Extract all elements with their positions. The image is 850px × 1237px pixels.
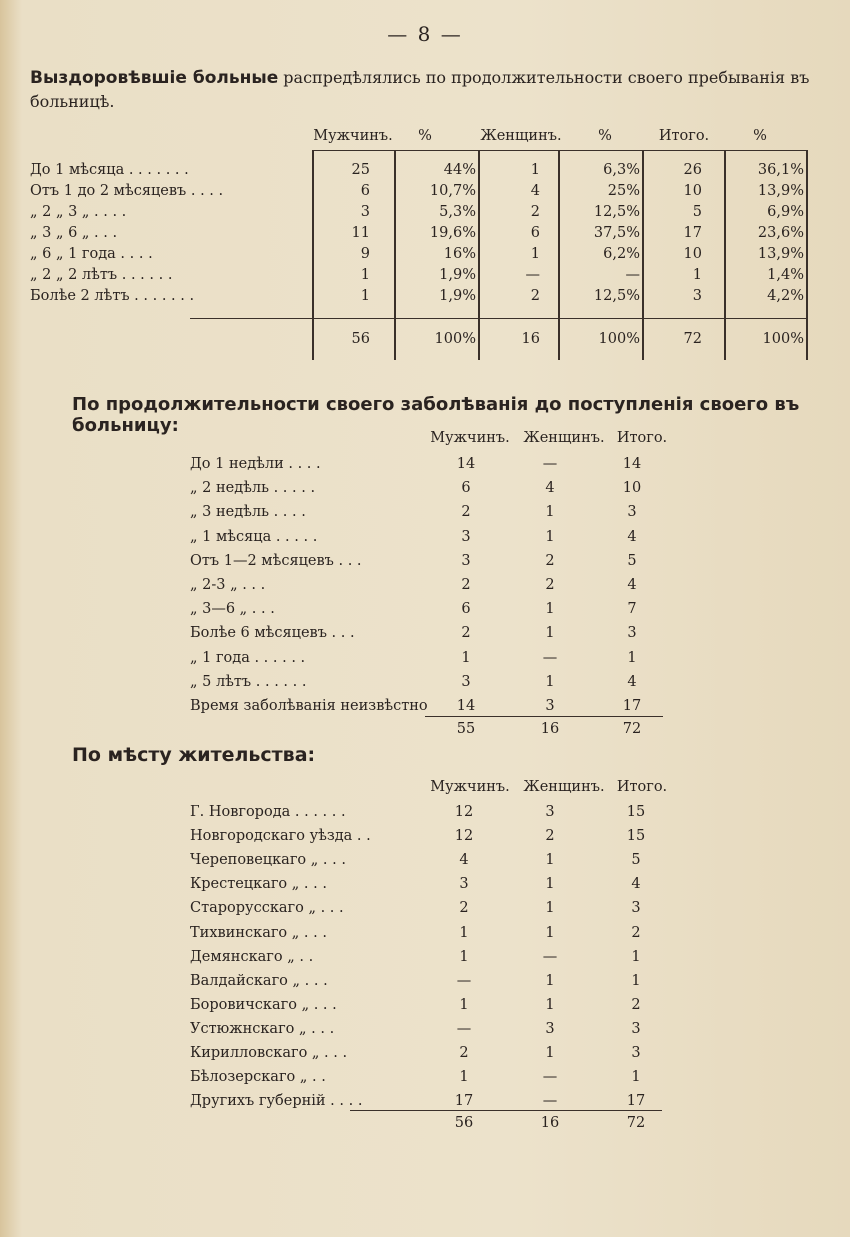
section2-total: 16 [540,721,560,737]
table1-cell: — [525,267,540,283]
table1-header: Итого. [658,128,710,144]
section2-cell: 14 [456,456,476,472]
section3-cell: 4 [459,852,469,868]
section3-cell: 1 [631,973,641,989]
section3-row-label: Тихвинскаго „ . . . [190,925,327,941]
table1-cell: 25 [351,162,370,178]
section3-header: Итого. [616,779,668,795]
table1-cell: 5,3% [439,204,476,220]
table1-row-label: „ 6 „ 1 года . . . . [30,246,153,262]
section2-cell: 1 [545,625,555,641]
table1-cell: 1,4% [767,267,804,283]
section3-row-label: Другихъ губерній . . . . [190,1093,363,1109]
section3-cell: 1 [545,876,555,892]
section3-row-label: Устюжнскаго „ . . . [190,1021,335,1037]
table1-cell: 4,2% [767,288,804,304]
table1-cell: 1 [360,267,370,283]
table1-cell: 1 [530,162,540,178]
section2-cell: 6 [461,480,471,496]
table1-cell: 1,9% [439,267,476,283]
section3-cell: 1 [631,1069,641,1085]
section3-cell: 15 [626,804,646,820]
table1-cell: 13,9% [757,183,804,199]
section2-cell: 1 [461,650,471,666]
section3-cell: 17 [454,1093,474,1109]
section3-cell: 1 [459,949,469,965]
table1-row-label: Болѣе 2 лѣтъ . . . . . . . [30,288,195,304]
section3-cell: 2 [459,900,469,916]
section3-cell: 1 [545,852,555,868]
section2-cell: 14 [622,456,642,472]
section3-cell: 1 [545,900,555,916]
table1-cell: 6,3% [603,162,640,178]
section2-row-label: „ 5 лѣтъ . . . . . . [190,674,307,690]
section2-total: 55 [456,721,476,737]
section-residence-title: По мѣсту жительства: [72,744,316,766]
table1-cell: 12,5% [593,288,640,304]
section3-cell: 3 [631,1021,641,1037]
table1-cell: 1 [530,246,540,262]
section2-cell: 3 [461,553,471,569]
table1-column-rule [558,150,560,360]
table1-cell: 1 [360,288,370,304]
table1-cell: 10,7% [429,183,476,199]
section3-row-label: Череповецкаго „ . . . [190,852,346,868]
section3-cell: — [456,973,472,989]
section2-cell: 3 [545,698,555,714]
section-illness-duration-title: По продолжительности своего заболѣванія до поступленія своего въ больницу: [72,394,800,436]
section2-row-label: „ 2-3 „ . . . [190,577,266,593]
section3-cell: 5 [631,852,641,868]
section2-cell: 3 [627,625,637,641]
section2-cell: 17 [622,698,642,714]
table1-total: 56 [351,331,370,347]
table1-cell: 16% [443,246,476,262]
table1-cell: 6,9% [767,204,804,220]
section2-row-label: „ 3 недѣль . . . . [190,504,306,520]
section3-cell: 1 [545,997,555,1013]
section3-cell: 1 [459,925,469,941]
table1-row-label: „ 2 „ 3 „ . . . . [30,204,127,220]
table1-cell: 10 [683,183,702,199]
table1-cell: 44% [443,162,476,178]
section3-row-label: Демянскаго „ . . [190,949,314,965]
section2-cell: 2 [545,553,555,569]
section2-cell: 4 [627,577,637,593]
table1-column-rule [806,150,808,360]
table1-cell: 9 [360,246,370,262]
section2-cell: 1 [545,504,555,520]
section2-header: Женщинъ. [523,430,605,446]
table1-cell: 1 [692,267,702,283]
section3-row-label: Валдайскаго „ . . . [190,973,328,989]
section3-row-label: Крестецкаго „ . . . [190,876,327,892]
section3-row-label: Г. Новгорода . . . . . . [190,804,346,820]
intro-text: распредѣлялись по продолжительности своего пребыванія въ больницѣ. [30,68,810,111]
section3-cell: 3 [545,1021,555,1037]
section3-cell: 2 [631,997,641,1013]
section2-cell: 3 [461,529,471,545]
section3-cell: — [456,1021,472,1037]
section3-row-label: Бѣлозерскаго „ . . [190,1069,326,1085]
table1-cell: 6,2% [603,246,640,262]
section2-cell: 2 [545,577,555,593]
section2-cell: 2 [461,504,471,520]
section3-cell: 1 [545,1045,555,1061]
section3-cell: 3 [545,804,555,820]
section2-cell: 10 [622,480,642,496]
section2-cell: 14 [456,698,476,714]
section3-cell: 12 [454,828,474,844]
section3-cell: 3 [631,900,641,916]
section3-cell: 1 [631,949,641,965]
table1-cell: 10 [683,246,702,262]
section2-cell: 2 [461,625,471,641]
table1-cell: 1,9% [439,288,476,304]
table1-row-label: „ 2 „ 2 лѣтъ . . . . . . [30,267,173,283]
section3-row-label: Кирилловскаго „ . . . [190,1045,348,1061]
section3-cell: 12 [454,804,474,820]
section2-cell: 3 [627,504,637,520]
table1-cell: 25% [607,183,640,199]
section3-cell: 15 [626,828,646,844]
table1-total: 16 [521,331,540,347]
section3-cell: 2 [545,828,555,844]
table1-cell: 6 [360,183,370,199]
section3-total: 16 [540,1115,560,1131]
table1-cell: 19,6% [429,225,476,241]
table1-header: % [598,128,612,144]
table1-column-rule [394,150,396,360]
section3-cell: 1 [545,925,555,941]
section3-header: Мужчинъ. [430,779,510,795]
table1-total: 100% [762,331,804,347]
section2-header: Мужчинъ. [430,430,510,446]
section2-cell: 1 [545,601,555,617]
table1-cell: 37,5% [593,225,640,241]
table1-cell: 3 [360,204,370,220]
section2-total: 72 [622,721,642,737]
table1-header: Мужчинъ. [313,128,393,144]
table1-cell: 2 [530,288,540,304]
table1-row-label: До 1 мѣсяца . . . . . . . [30,162,189,178]
table1-cell: 17 [683,225,702,241]
section3-cell: 2 [631,925,641,941]
section2-cell: 1 [545,529,555,545]
table1-cell: 3 [692,288,702,304]
section3-header: Женщинъ. [523,779,605,795]
section3-cell: 2 [459,1045,469,1061]
section2-cell: 4 [545,480,555,496]
page-number: — 8 — [387,22,463,46]
table1-cell: 23,6% [757,225,804,241]
table1-cell: 2 [530,204,540,220]
table1-cell: 11 [351,225,370,241]
table1-row-label: „ 3 „ 6 „ . . . [30,225,118,241]
section3-row-label: Боровичскаго „ . . . [190,997,337,1013]
section3-cell: 17 [626,1093,646,1109]
section2-cell: 4 [627,529,637,545]
table1-cell: 26 [683,162,702,178]
section3-row-label: Старорусскаго „ . . . [190,900,344,916]
table1-header: % [753,128,767,144]
section2-cell: 3 [461,674,471,690]
table1-cell: — [625,267,640,283]
section2-row-label: „ 2 недѣль . . . . . [190,480,316,496]
section2-row-label: „ 1 года . . . . . . [190,650,306,666]
table1-cell: 12,5% [593,204,640,220]
section3-cell: — [542,949,558,965]
table1-cell: 6 [530,225,540,241]
section2-cell: 2 [461,577,471,593]
table1-header: Женщинъ. [480,128,562,144]
table1-cell: 5 [692,204,702,220]
section2-row-label: „ 1 мѣсяца . . . . . [190,529,318,545]
section3-cell: 3 [631,1045,641,1061]
section2-row-label: Отъ 1—2 мѣсяцевъ . . . [190,553,362,569]
section3-cell: 1 [459,1069,469,1085]
section3-row-label: Новгородскаго уѣзда . . [190,828,371,844]
section2-cell: 6 [461,601,471,617]
section2-total-rule [425,716,663,717]
intro-paragraph [30,66,820,114]
section3-cell: 4 [631,876,641,892]
table1-total: 100% [434,331,476,347]
section3-cell: — [542,1069,558,1085]
section2-row-label: До 1 недѣли . . . . [190,456,321,472]
section2-row-label: Время заболѣванія неизвѣстно [190,698,428,714]
table1-header: % [418,128,432,144]
table1-total-rule [190,318,808,319]
section2-cell: 4 [627,674,637,690]
section2-cell: 1 [627,650,637,666]
section2-header: Итого. [616,430,668,446]
section2-cell: 5 [627,553,637,569]
section3-total: 56 [454,1115,474,1131]
section2-cell: — [542,650,558,666]
section2-row-label: Болѣе 6 мѣсяцевъ . . . [190,625,355,641]
table1-cell: 13,9% [757,246,804,262]
section2-cell: — [542,456,558,472]
table1-cell: 4 [530,183,540,199]
section3-cell: 3 [459,876,469,892]
section3-cell: 1 [459,997,469,1013]
table1-row-label: Отъ 1 до 2 мѣсяцевъ . . . . [30,183,224,199]
section2-cell: 1 [545,674,555,690]
section3-cell: — [542,1093,558,1109]
table1-total: 100% [598,331,640,347]
table1-header-rule [312,150,808,151]
table1-cell: 36,1% [757,162,804,178]
section2-row-label: „ 3—6 „ . . . [190,601,275,617]
section3-total: 72 [626,1115,646,1131]
table1-total: 72 [683,331,702,347]
section3-cell: 1 [545,973,555,989]
section3-total-rule [350,1110,662,1111]
intro-bold-phrase: Выздоровѣвшіе больные [30,68,279,88]
section2-cell: 7 [627,601,637,617]
